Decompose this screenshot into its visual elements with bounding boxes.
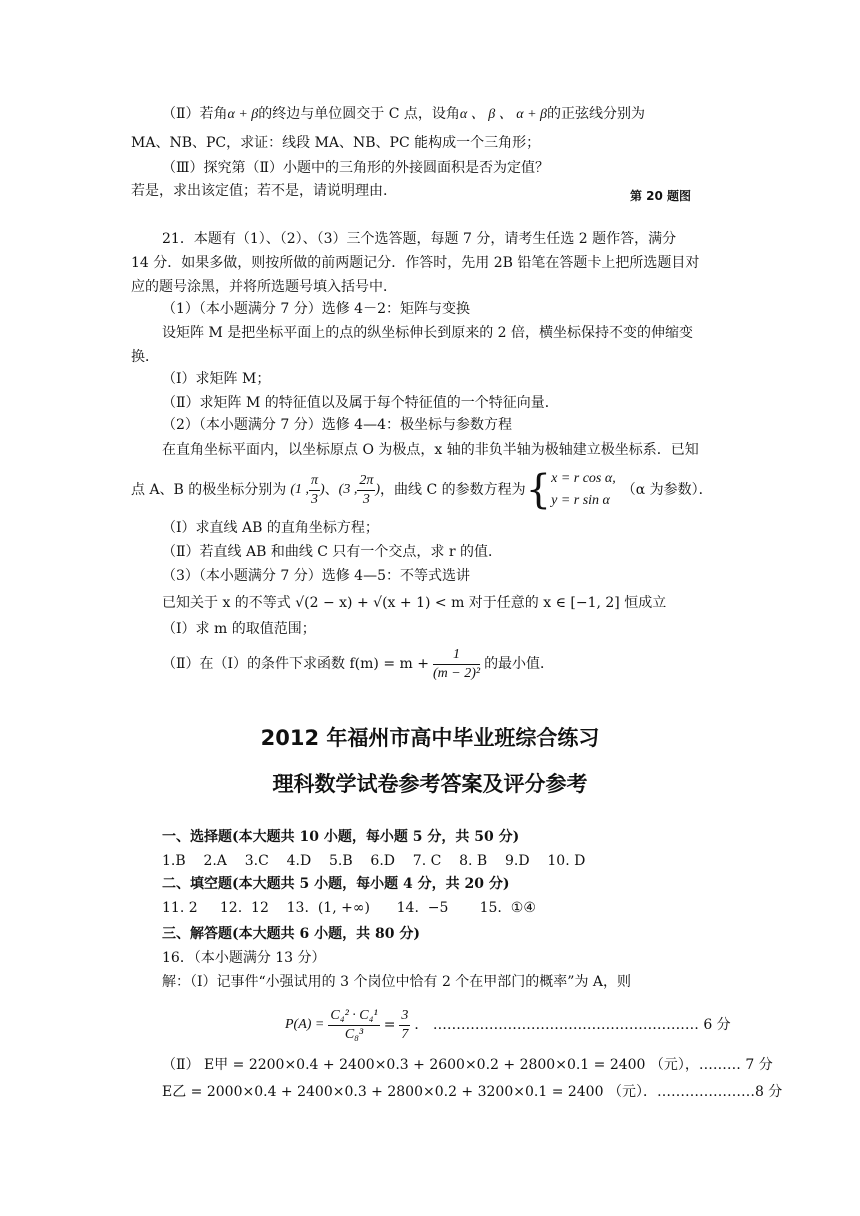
fraction — [309, 472, 320, 509]
numerator: π — [309, 472, 320, 491]
equation: y = r sin α — [551, 493, 610, 508]
q21-s1-body-2: 换． — [131, 349, 159, 365]
q16-expectation-2: E乙 = 2000×0.4 + 2400×0.3 + 2800×0.2 + 3200×0.1 = 2400 （元）．…………………8 分 — [162, 1084, 783, 1100]
numerator: 3 — [399, 1007, 410, 1026]
q21-s2-q1: （Ⅰ）求直线 AB 的直角坐标方程； — [162, 520, 379, 536]
text: （Ⅱ）若角 — [162, 106, 228, 122]
q21-s3-q1: （Ⅰ）求 m 的取值范围； — [162, 621, 316, 637]
text: 的终边与单位圆交于 C 点，设角 — [258, 106, 460, 122]
q16-probability-formula — [285, 1002, 731, 1048]
fraction — [328, 1007, 379, 1044]
text: ，曲线 C 的参数方程为 — [380, 482, 526, 498]
q16-solution-1: 解：（Ⅰ）记事件“小强试用的 3 个岗位中恰有 2 个在甲部门的概率”为 A，则 — [162, 974, 632, 990]
section-1-header: 一、选择题(本大题共 10 小题，每小题 5 分，共 50 分) — [162, 829, 520, 845]
numerator: C₄² · C₄¹ — [328, 1007, 379, 1026]
math: P(A) = — [285, 1017, 325, 1032]
section-2-header: 二、填空题(本大题共 5 小题，每小题 4 分，共 20 分) — [162, 876, 510, 892]
q16-expectation-1: （Ⅱ） E甲 = 2200×0.4 + 2400×0.3 + 2600×0.2 + 2800×0.1 = 2400 （元），……… 7 分 — [162, 1057, 773, 1073]
fraction — [433, 646, 480, 683]
answers-title-1: 2012 年福州市高中毕业班综合练习 — [260, 726, 600, 750]
q21-s2-head: （2）（本小题满分 7 分）选修 4—4：极坐标与参数方程 — [162, 417, 512, 433]
denominator: 7 — [401, 1026, 409, 1042]
text: 的最小值． — [484, 656, 555, 672]
q21-s3-q2 — [162, 642, 554, 686]
q20-part2-line2: MA、NB、PC，求证：线段 MA、NB、PC 能构成一个三角形； — [131, 135, 541, 151]
text: 的正弦线分别为 — [547, 106, 646, 122]
section-2-answers: 11. 2 12. 12 13. (1, +∞) 14. −5 15. ①④ — [162, 900, 536, 916]
numerator: 2π — [357, 472, 375, 491]
q21-s2-q2: （Ⅱ）若直线 AB 和曲线 C 只有一个交点，求 r 的值． — [162, 544, 503, 560]
q21-s2-body-2 — [131, 462, 713, 518]
q20-part3-line1: （Ⅲ）探究第（Ⅱ）小题中的三角形的外接圆面积是否为定值？ — [162, 160, 550, 176]
brace: { — [525, 467, 552, 513]
text: 、 — [324, 482, 339, 498]
numerator: 1 — [433, 646, 480, 665]
q21-s1-q1: （Ⅰ）求矩阵 M； — [162, 371, 271, 387]
q20-part3-line2: 若是，求出该定值；若不是，请说明理由. — [131, 183, 388, 199]
fraction — [357, 472, 375, 509]
denominator: C₈³ — [344, 1026, 364, 1042]
q21-s2-body-1: 在直角坐标平面内，以坐标原点 O 为极点，x 轴的非负半轴为极轴建立极坐标系．已知 — [162, 442, 699, 458]
math: (1 , — [290, 482, 309, 497]
q21-intro-2: 14 分．如果多做，则按所做的前两题记分．作答时，先用 2B 铅笔在答题卡上把所选题目对 — [131, 255, 700, 271]
answers-title-2: 理科数学试卷参考答案及评分参考 — [272, 772, 588, 796]
math: ) — [320, 482, 325, 497]
q21-intro-1: 21．本题有（1）、（2）、（3）三个选答题，每题 7 分，请考生任选 2 题作答，满分 — [162, 231, 677, 247]
text: ． ………………………………………………… 6 分 — [414, 1017, 731, 1033]
math: (3 , — [338, 482, 358, 497]
section-1-answers: 1.B 2.A 3.C 4.D 5.B 6.D 7. C 8. B 9.D 10. D — [162, 853, 586, 869]
q21-s1-head: （1）（本小题满分 7 分）选修 4－2：矩阵与变换 — [162, 301, 470, 317]
q21-s3-body: 已知关于 x 的不等式 √(2 − x) + √(x + 1) < m 对于任意的 x ∈ [−1, 2] 恒成立 — [162, 595, 667, 611]
math: α 、 β 、 α + β — [459, 107, 548, 122]
figure-label: 第 20 题图 — [630, 189, 692, 203]
q21-s3-head: （3）（本小题满分 7 分）选修 4—5：不等式选讲 — [162, 568, 470, 584]
q16-head: 16．（本小题满分 13 分） — [162, 950, 326, 966]
q21-s1-body-1: 设矩阵 M 是把坐标平面上的点的纵坐标伸长到原来的 2 倍，横坐标保持不变的伸缩变 — [162, 325, 694, 341]
text: （α 为参数）． — [621, 482, 713, 498]
denominator: 3 — [310, 491, 318, 507]
section-3-header: 三、解答题(本大题共 6 小题，共 80 分) — [162, 926, 420, 942]
equation-system — [551, 468, 616, 512]
math: α + β — [227, 107, 259, 122]
q21-intro-3: 应的题号涂黑，并将所选题号填入括号中． — [131, 279, 397, 295]
math: = — [383, 1017, 396, 1033]
fraction — [399, 1007, 410, 1044]
q20-part2-line1 — [162, 104, 645, 125]
denominator: (m − 2)² — [432, 665, 481, 681]
q21-s1-q2: （Ⅱ）求矩阵 M 的特征值以及属于每个特征值的一个特征向量． — [162, 395, 559, 411]
text: 点 A、B 的极坐标分别为 — [131, 482, 287, 498]
math: ) — [375, 482, 381, 497]
text: （Ⅱ）在（Ⅰ）的条件下求函数 f(m) = m + — [162, 656, 429, 672]
equation: x = r cos α, — [551, 471, 616, 486]
denominator: 3 — [362, 491, 370, 507]
